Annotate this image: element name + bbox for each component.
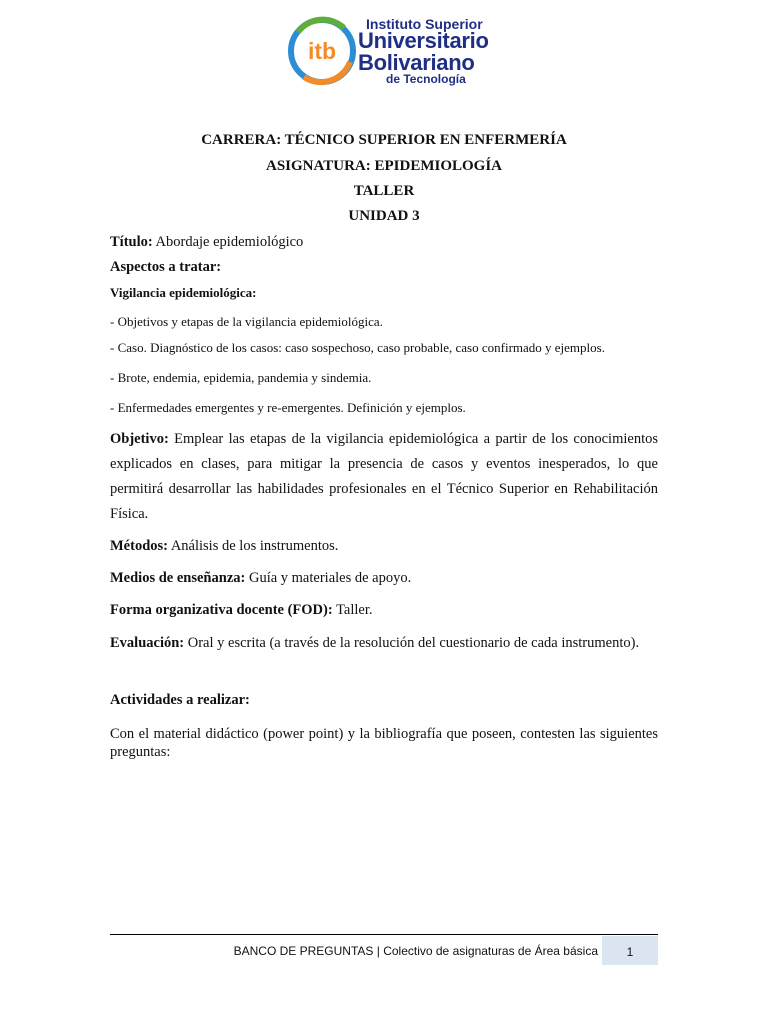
forma-label: Forma organizativa docente (FOD): xyxy=(110,602,333,618)
logo-line-3: Bolivariano xyxy=(358,50,475,75)
itb-logo-text: itb xyxy=(307,38,337,64)
vigilancia-item: - Caso. Diagnóstico de los casos: caso sospechoso, caso probable, caso confirmado y ejemplos. xyxy=(110,340,605,355)
forma-line xyxy=(110,602,658,619)
medios-value: Guía y materiales de apoyo. xyxy=(248,570,412,586)
medios-line xyxy=(110,570,658,587)
logo-line-1: Instituto Superior xyxy=(366,16,483,32)
evaluacion-paragraph xyxy=(110,631,658,656)
footer-page-number: 1 xyxy=(602,936,658,965)
objetivo-paragraph xyxy=(110,427,658,527)
metodos-label: Métodos: xyxy=(110,538,168,554)
vigilancia-item: - Brote, endemia, epidemia, pandemia y sindemia. xyxy=(110,370,372,385)
titulo-line xyxy=(110,234,658,251)
objetivo-text: Emplear las etapas de la vigilancia epidemiológica a partir de los conocimientos explicados en clases, para mitigar la presencia de casos y eventos inesperados, lo que permitirá desarrollar las habilidades profesionales en el Técnico Superior en Rehabilitación Física. xyxy=(110,431,659,522)
metodos-line xyxy=(110,538,658,555)
vigilancia-label: Vigilancia epidemiológica: xyxy=(110,285,257,300)
actividades-label: Actividades a realizar: xyxy=(110,692,250,708)
footer-text: BANCO DE PREGUNTAS | Colectivo de asignaturas de Área básica xyxy=(233,944,598,958)
footer-divider xyxy=(110,934,658,935)
actividades-heading xyxy=(110,692,658,709)
aspectos-label: Aspectos a tratar: xyxy=(110,259,222,275)
header-unidad: UNIDAD 3 xyxy=(348,208,420,224)
vigilancia-item: - Objetivos y etapas de la vigilancia epidemiológica. xyxy=(110,314,383,329)
vigilancia-heading xyxy=(110,285,658,301)
medios-label: Medios de enseñanza: xyxy=(110,570,246,586)
forma-value: Taller. xyxy=(336,602,373,618)
vigilancia-item: - Enfermedades emergentes y re-emergentes. Definición y ejemplos. xyxy=(110,400,466,415)
itb-logo-mark xyxy=(284,14,362,88)
evaluacion-value: Oral y escrita (a través de la resolución del cuestionario de cada instrumento). xyxy=(187,635,640,651)
objetivo-label: Objetivo: xyxy=(110,431,169,447)
logo-line-4: de Tecnología xyxy=(386,72,466,86)
titulo-value: Abordaje epidemiológico xyxy=(155,234,304,250)
instruccion-paragraph: Con el material didáctico (power point) y la bibliografía que poseen, contesten las siguientes preguntas: xyxy=(110,726,658,760)
metodos-value: Análisis de los instrumentos. xyxy=(170,538,339,554)
logo-line-2: Universitario xyxy=(358,28,489,53)
evaluacion-label: Evaluación: xyxy=(110,635,185,651)
header-asignatura: ASIGNATURA: EPIDEMIOLOGÍA xyxy=(266,158,502,174)
header-carrera: CARRERA: TÉCNICO SUPERIOR EN ENFERMERÍA xyxy=(201,132,567,148)
aspectos-heading xyxy=(110,259,658,276)
institute-logo xyxy=(284,14,494,88)
header-tipo: TALLER xyxy=(353,183,415,199)
titulo-label: Título: xyxy=(110,234,153,250)
